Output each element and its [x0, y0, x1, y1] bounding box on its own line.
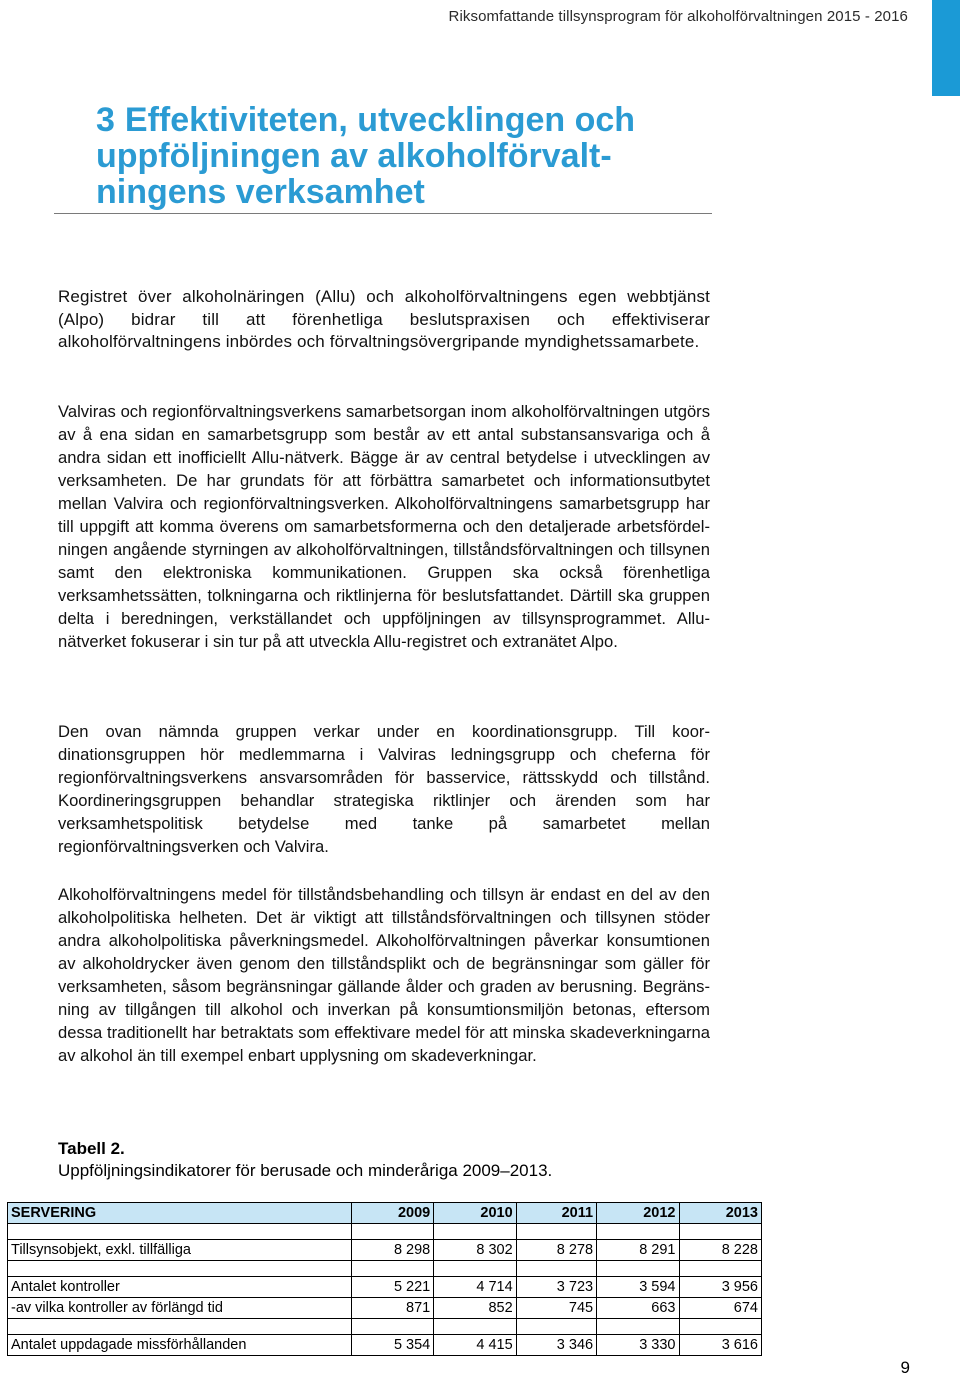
table-cell: 8 302 — [434, 1240, 516, 1261]
chapter-number: 3 — [96, 101, 115, 139]
table-cell: 663 — [597, 1298, 679, 1319]
table-cell: 5 221 — [351, 1277, 433, 1298]
table-cell: 3 330 — [597, 1335, 679, 1356]
table-header-cell: 2011 — [516, 1203, 596, 1224]
table-cell: 5 354 — [351, 1335, 433, 1356]
table-label: Tabell 2. — [58, 1139, 125, 1158]
table-cell: 3 594 — [597, 1277, 679, 1298]
table-cell: 852 — [434, 1298, 516, 1319]
body-paragraph: Valviras och regionförvaltningsverkens samarbetsorgan inom alkoholförvaltningen utgörs av å ena sidan en samarbetsgrupp som består av ett antal substansansvariga och å andra sidan ett inofficiellt Allu-nätverk. Bägge är av central betydelse i utvecklingen av verksamheten. De har grundats för att förbättra samarbetet och informationsutbytet mellan Valvira och regionförvaltningsverken. Alkoholförvaltningens samarbetsgrupp har till uppgift att komma överens om samarbetsformerna och den detaljerade arbetsfördelningen angående styrningen av alkoholförvaltningen, tillståndsförvaltningen och tillsynen samt den elektroniska kommunikationen. Gruppen ska också förenhetliga verksamhetssätten, tolkningarna och riktlinjerna för beslutsfattandet. Därtill ska gruppen delta i beredningen, verkställandet och uppföljningen av tillsynsprogrammet. Allu-nätverket fokuserar i sin tur på att utveckla Allu-registret och extranätet Alpo. — [58, 402, 710, 651]
table-header-row — [8, 1203, 762, 1224]
table-cell: 8 228 — [679, 1240, 762, 1261]
running-header: Riksomfattande tillsynsprogram för alkoholförvaltningen 2015 - 2016 — [448, 8, 908, 25]
table-row — [8, 1277, 762, 1298]
table-caption-text: Uppföljningsindikatorer för berusade och minderåriga 2009–2013. — [58, 1161, 553, 1180]
table-cell: 4 714 — [434, 1277, 516, 1298]
table-header-cell: SERVERING — [8, 1203, 352, 1224]
indicator-table — [7, 1202, 762, 1356]
table-spacer-row — [8, 1261, 762, 1277]
table-cell: 3 723 — [516, 1277, 596, 1298]
chapter-title — [96, 102, 716, 210]
table-header-cell: 2010 — [434, 1203, 516, 1224]
table-cell: 8 278 — [516, 1240, 596, 1261]
table-header-cell: 2012 — [597, 1203, 679, 1224]
table-cell: Antalet kontroller — [8, 1277, 352, 1298]
table-cell: 745 — [516, 1298, 596, 1319]
table-cell: 3 616 — [679, 1335, 762, 1356]
table-header-cell: 2009 — [351, 1203, 433, 1224]
table-cell: 8 291 — [597, 1240, 679, 1261]
table-cell: 871 — [351, 1298, 433, 1319]
table-header-cell: 2013 — [679, 1203, 762, 1224]
table-cell: 8 298 — [351, 1240, 433, 1261]
table-row — [8, 1298, 762, 1319]
table-cell: Tillsynsobjekt, exkl. tillfälliga — [8, 1240, 352, 1261]
table-caption — [58, 1138, 552, 1182]
table-cell: Antalet uppdagade missförhållanden — [8, 1335, 352, 1356]
chapter-accent-tab — [932, 0, 960, 96]
table-spacer-row — [8, 1224, 762, 1240]
body-paragraph: Den ovan nämnda gruppen verkar under en koordinationsgrupp. Till koordinationsgruppen hör medlemmarna i Valviras ledningsgrupp och cheferna för regionförvaltningsverkens ansvarsområden för basservice, rättsskydd och tillstånd. Koordineringsgruppen behandlar strategiska riktlinjer och ärenden som har verksamhetspolitisk betydelse med tanke på samarbetet mellan regionförvaltningsverken och Valvira. — [58, 722, 710, 856]
table-row — [8, 1240, 762, 1261]
table-cell: 4 415 — [434, 1335, 516, 1356]
chapter-title-text: Effektiviteten, utvecklingen och uppföljningen av alkoholförvaltningens verksamhet — [96, 101, 636, 211]
body-paragraph: Registret över alkoholnäringen (Allu) och alkoholförvaltningens egen webbtjänst (Alpo) bidrar till att förenhetliga beslutspraxisen och effektiviserar alkoholförvaltningens inbördes och förvaltningsövergripande myndighetssamarbete. — [58, 287, 710, 351]
table-cell: 674 — [679, 1298, 762, 1319]
table-cell: 3 346 — [516, 1335, 596, 1356]
table-spacer-row — [8, 1319, 762, 1335]
body-paragraph: Alkoholförvaltningens medel för tillståndsbehandling och tillsyn är endast en del av den alkoholpolitiska helheten. Det är viktigt att tillståndsförvaltningen och tillsynen stöder andra alkoholpolitiska påverkningsmedel. Alkoholförvaltningen påverkar konsumtionen av alkoholdrycker även genom den tillståndsplikt och de begränsningar som gäller för verksamheten, såsom begränsningar gällande ålder och graden av berusning. Begränsning av tillgången till alkohol och inverkan på konsumtionsmiljön betonas, eftersom dessa traditionellt har betraktats som effektivare medel för att minska skadeverkningarna av alkohol än till exempel enbart upplysning om skadeverkningar. — [58, 885, 710, 1065]
title-divider — [54, 213, 712, 214]
page-number: 9 — [900, 1358, 910, 1377]
table-cell: -av vilka kontroller av förlängd tid — [8, 1298, 352, 1319]
table-cell: 3 956 — [679, 1277, 762, 1298]
table-row — [8, 1335, 762, 1356]
